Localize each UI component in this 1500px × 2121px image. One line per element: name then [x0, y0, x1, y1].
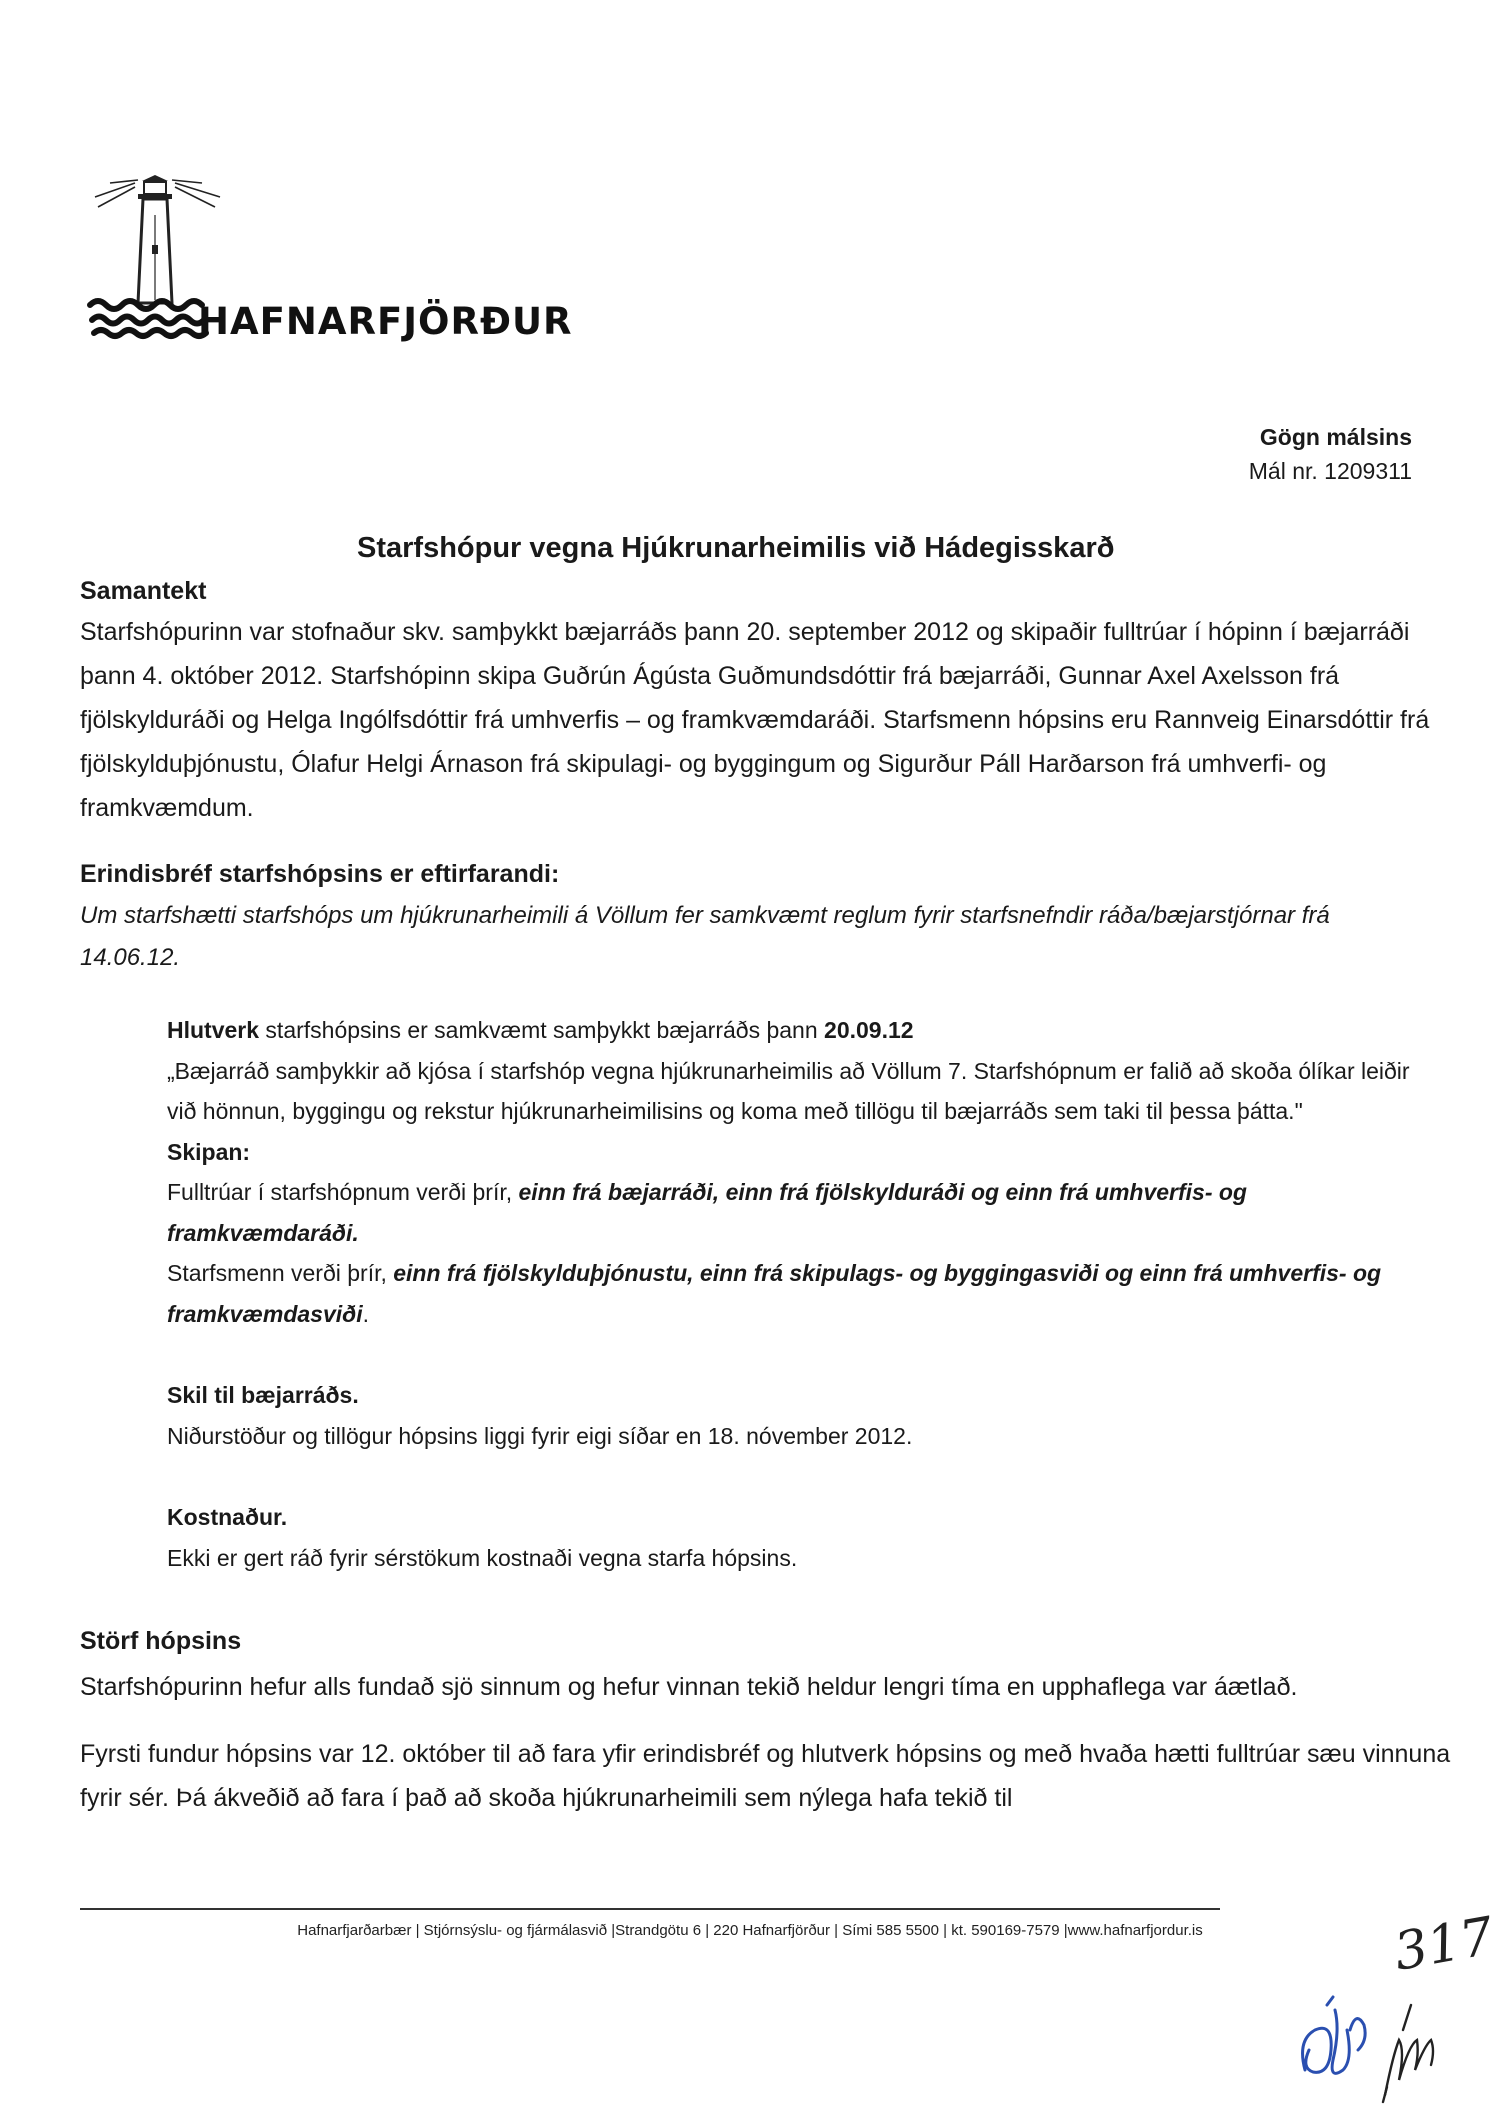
doc-label: Gögn málsins: [1259, 424, 1412, 450]
skipan-starfsmenn: [167, 1253, 1437, 1334]
skipan-1-plain: Fulltrúar í starfshópnum verði þrír,: [167, 1179, 519, 1205]
initials-blue: [1303, 1997, 1366, 2073]
erindisbref-paragraph: Um starfshætti starfshóps um hjúkrunarheimili á Völlum fer samkvæmt reglum fyrir starfsnefndir ráða/bæjarstjórnar frá 14.06.12.: [80, 902, 1330, 971]
page-title: Starfshópur vegna Hjúkrunarheimilis við Hádegisskarð: [357, 532, 1115, 564]
hlutverk-label: Hlutverk: [167, 1017, 260, 1043]
skil-text: Niðurstöður og tillögur hópsins liggi fyrir eigi síðar en 18. nóvember 2012.: [167, 1422, 913, 1449]
org-name: HAFNARFJÖRÐUR: [198, 300, 573, 343]
section-heading-erindisbref: Erindisbréf starfshópsins er eftirfarandi:: [80, 860, 560, 888]
skipan-fulltruar: [167, 1172, 1437, 1253]
page-number-handwritten: 317: [1389, 1906, 1499, 1983]
section-heading-storf: Störf hópsins: [80, 1627, 242, 1655]
section-heading-samantekt: Samantekt: [80, 577, 207, 605]
summary-paragraph: Starfshópurinn var stofnaður skv. samþykkt bæjarráðs þann 20. september 2012 og skipaðir fulltrúar í hópinn í bæjarráði þann 4. október 2012. Starfshópinn skipa Guðrún Ágústa Guðmundsdóttir frá bæjarráði, Gunnar Axel Axelsson frá fjölskylduráði og Helga Ingólfsdóttir frá umhverfis – og framkvæmdaráði. Starfsmenn hópsins eru Rannveig Einarsdóttir frá fjölskylduþjónustu, Ólafur Helgi Árnason frá skipulagi- og byggingum og Sigurður Páll Harðarson frá umhverfi- og framkvæmdum.: [80, 618, 1430, 822]
storf-paragraph-1: Starfshópurinn hefur alls fundað sjö sinnum og hefur vinnan tekið heldur lengri tíma en upphaflega var áætlað.: [80, 1673, 1298, 1701]
case-number: Mál nr. 1209311: [1248, 458, 1412, 484]
storf-paragraph-2: Fyrsti fundur hópsins var 12. október til að fara yfir erindisbréf og hlutverk hópsins og með hvaða hætti fulltrúar sæu vinnuna fyrir sér. Þá ákveðið að fara í það að skoða hjúkrunarheimili sem nýlega hafa tekið til: [80, 1740, 1451, 1812]
signature-mark: [1285, 1880, 1499, 2110]
erindisbref-details: [167, 1010, 1437, 1578]
hlutverk-line: [167, 1010, 1437, 1051]
hlutverk-text: starfshópsins er samkvæmt samþykkt bæjarráðs þann: [259, 1017, 825, 1043]
skipan-2-plain: Starfsmenn verði þrír,: [167, 1260, 394, 1286]
skipan-1-bold: einn frá bæjarráði, einn frá fjölskylduráði og einn frá umhverfis- og framkvæmdaráði.: [167, 1179, 1247, 1246]
footer-divider: [80, 1908, 1220, 1910]
footer-contact: Hafnarfjarðarbær | Stjórnsýslu- og fjármálasvið |Strandgötu 6 | 220 Hafnarfjörður | Sími 585 5500 | kt. 590169-7579 |www.hafnarfjordur.is: [297, 1922, 1203, 1939]
skipan-2-bold: einn frá fjölskylduþjónustu, einn frá skipulags- og byggingasviði og einn frá umhverfis- og framkvæmdasviði: [167, 1260, 1382, 1327]
skipan-heading: Skipan:: [167, 1138, 251, 1165]
kostnadur-heading: Kostnaður.: [167, 1504, 288, 1530]
hlutverk-date: 20.09.12: [824, 1017, 914, 1043]
initials-black: [1383, 2005, 1433, 2102]
case-reference: [1249, 420, 1412, 488]
skipan-2-end: .: [362, 1300, 369, 1327]
hlutverk-quote: „Bæjarráð samþykkir að kjósa í starfshóp vegna hjúkrunarheimilis að Völlum 7. Starfshópnum er falið að skoða ólíkar leiðir við hönnun, byggingu og rekstur hjúkrunarheimilisins og koma með tillögu til bæjarráðs sem taki til þessa þátta.": [167, 1057, 1410, 1124]
kostnadur-text: Ekki er gert ráð fyrir sérstökum kostnaði vegna starfa hópsins.: [167, 1544, 798, 1571]
skil-heading: Skil til bæjarráðs.: [167, 1382, 359, 1408]
